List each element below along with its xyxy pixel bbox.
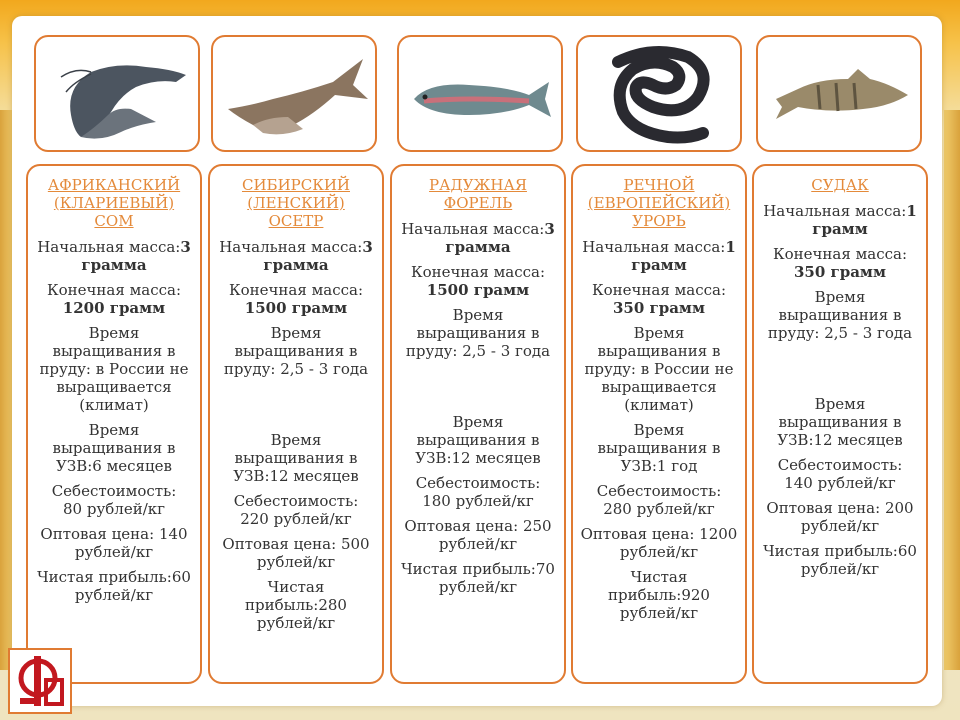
wholesale-label: Оптовая цена: xyxy=(222,535,337,553)
uzv-time-label: Время выращивания в УЗВ: xyxy=(415,413,540,467)
pond-time-label: Время выращивания в пруду: xyxy=(223,324,358,378)
pond-time-label: Время выращивания в пруду: xyxy=(767,288,902,342)
wholesale-value: 500 рублей/кг xyxy=(256,535,370,571)
institute-logo-icon xyxy=(10,650,70,712)
start-mass xyxy=(579,238,739,274)
wholesale-price xyxy=(579,525,739,561)
wholesale-label: Оптовая цена: xyxy=(404,517,519,535)
cost-value: 180 рублей/кг xyxy=(422,492,534,510)
uzv-time-value: 6 месяцев xyxy=(92,457,172,475)
cost-value: 280 рублей/кг xyxy=(603,500,715,518)
final-mass xyxy=(34,281,194,317)
start-mass-label: Начальная масса: xyxy=(763,202,907,220)
final-mass xyxy=(760,245,920,281)
wholesale-value: 140 рублей/кг xyxy=(74,525,188,561)
final-mass-label: Конечная масса: xyxy=(772,245,907,263)
pond-time xyxy=(398,306,558,360)
uzv-time-value: 12 месяцев xyxy=(269,467,359,485)
sturgeon-photo xyxy=(211,35,377,152)
fish-card-rainbow-trout xyxy=(390,164,566,684)
cost-label: Себестоимость: xyxy=(51,482,177,500)
eel-photo xyxy=(576,35,742,152)
fish-card-siberian-sturgeon xyxy=(208,164,384,684)
uzv-time xyxy=(579,421,739,475)
cost-label: Себестоимость: xyxy=(415,474,541,492)
cost-value: 80 рублей/кг xyxy=(62,500,165,518)
cost xyxy=(398,474,558,510)
cost xyxy=(34,482,194,518)
start-mass-value: 1 грамм xyxy=(631,238,736,274)
start-mass-label: Начальная масса: xyxy=(582,238,726,256)
pond-time-value: 2,5 - 3 года xyxy=(280,360,369,378)
pond-time-value: в России не выращивается (климат) xyxy=(56,360,189,414)
wholesale-label: Оптовая цена: xyxy=(580,525,695,543)
start-mass-label: Начальная масса: xyxy=(37,238,181,256)
cost xyxy=(579,482,739,518)
uzv-time xyxy=(216,431,376,485)
final-mass-value: 350 грамм xyxy=(794,263,886,281)
final-mass-value: 350 грамм xyxy=(613,299,705,317)
profit-label: Чистая прибыль: xyxy=(608,568,688,604)
profit-value: 280 рублей/кг xyxy=(256,596,347,632)
profit-label: Чистая прибыль: xyxy=(401,560,536,578)
start-mass xyxy=(398,220,558,256)
final-mass-value: 1200 грамм xyxy=(62,299,166,317)
cost-label: Себестоимость: xyxy=(777,456,903,474)
zander-photo xyxy=(756,35,922,152)
wholesale-label: Оптовая цена: xyxy=(40,525,155,543)
fish-card-european-eel xyxy=(571,164,747,684)
final-mass xyxy=(579,281,739,317)
trout-photo xyxy=(397,35,563,152)
final-mass-value: 1500 грамм xyxy=(244,299,348,317)
profit-label: Чистая прибыль: xyxy=(37,568,172,586)
start-mass-value: 3 грамма xyxy=(263,238,373,274)
uzv-time xyxy=(760,395,920,449)
net-profit xyxy=(398,560,558,596)
wholesale-value: 200 рублей/кг xyxy=(800,499,914,535)
start-mass xyxy=(216,238,376,274)
eel-icon xyxy=(578,37,740,150)
pond-time xyxy=(216,324,376,378)
pond-time-label: Время выращивания в пруду: xyxy=(405,306,540,360)
wholesale-label: Оптовая цена: xyxy=(766,499,881,517)
uzv-time-value: 12 месяцев xyxy=(813,431,903,449)
trout-icon xyxy=(399,37,561,150)
final-mass-value: 1500 грамм xyxy=(426,281,530,299)
cost xyxy=(216,492,376,528)
net-profit xyxy=(760,542,920,578)
wholesale-value: 1200 рублей/кг xyxy=(619,525,738,561)
profit-value: 60 рублей/кг xyxy=(800,542,917,578)
fish-name[interactable]: СИБИРСКИЙ (ЛЕНСКИЙ) ОСЕТР xyxy=(241,176,350,230)
profit-value: 70 рублей/кг xyxy=(438,560,555,596)
start-mass xyxy=(34,238,194,274)
logo xyxy=(8,648,72,714)
start-mass-value: 1 грамм xyxy=(812,202,917,238)
start-mass xyxy=(760,202,920,238)
wholesale-price xyxy=(34,525,194,561)
pond-time-label: Время выращивания в пруду: xyxy=(584,324,721,378)
catfish-photo xyxy=(34,35,200,152)
uzv-time-value: 1 год xyxy=(656,457,698,475)
final-mass-label: Конечная масса: xyxy=(46,281,181,299)
pond-time-value: в России не выращивается (климат) xyxy=(601,360,734,414)
pond-time-value: 2,5 - 3 года xyxy=(824,324,913,342)
uzv-time-value: 12 месяцев xyxy=(451,449,541,467)
cost-label: Себестоимость: xyxy=(233,492,359,510)
profit-label: Чистая прибыль: xyxy=(763,542,898,560)
uzv-time-label: Время выращивания в УЗВ: xyxy=(597,421,721,475)
profit-value: 920 рублей/кг xyxy=(619,586,710,622)
sturgeon-icon xyxy=(213,37,375,150)
pond-time xyxy=(579,324,739,414)
zander-icon xyxy=(758,37,920,150)
final-mass xyxy=(398,263,558,299)
fish-name[interactable]: РАДУЖНАЯ ФОРЕЛЬ xyxy=(429,176,527,212)
final-mass xyxy=(216,281,376,317)
corn-decoration-right xyxy=(944,110,960,670)
cost-value: 220 рублей/кг xyxy=(240,510,352,528)
uzv-time-label: Время выращивания в УЗВ: xyxy=(777,395,902,449)
uzv-time xyxy=(398,413,558,467)
final-mass-label: Конечная масса: xyxy=(228,281,363,299)
fish-card-african-catfish xyxy=(26,164,202,684)
pond-time-value: 2,5 - 3 года xyxy=(462,342,551,360)
final-mass-label: Конечная масса: xyxy=(591,281,726,299)
fish-name[interactable]: РЕЧНОЙ (ЕВРОПЕЙСКИЙ) УРОРЬ xyxy=(587,176,731,230)
pond-time xyxy=(760,288,920,342)
cost-value: 140 рублей/кг xyxy=(784,474,896,492)
catfish-icon xyxy=(36,37,198,150)
pond-time xyxy=(34,324,194,414)
uzv-time-label: Время выращивания в УЗВ: xyxy=(52,421,176,475)
fish-name[interactable]: СУДАК xyxy=(811,176,869,194)
profit-value: 60 рублей/кг xyxy=(74,568,191,604)
wholesale-price xyxy=(216,535,376,571)
cost xyxy=(760,456,920,492)
start-mass-label: Начальная масса: xyxy=(219,238,363,256)
wholesale-value: 250 рублей/кг xyxy=(438,517,552,553)
cost-label: Себестоимость: xyxy=(596,482,722,500)
start-mass-value: 3 грамма xyxy=(81,238,191,274)
final-mass-label: Конечная масса: xyxy=(410,263,545,281)
net-profit xyxy=(579,568,739,622)
uzv-time xyxy=(34,421,194,475)
net-profit xyxy=(216,578,376,632)
net-profit xyxy=(34,568,194,604)
wholesale-price xyxy=(398,517,558,553)
fish-name[interactable]: АФРИКАНСКИЙ (КЛАРИЕВЫЙ) СОМ xyxy=(47,176,181,230)
fish-card-zander xyxy=(752,164,928,684)
start-mass-label: Начальная масса: xyxy=(401,220,545,238)
pond-time-label: Время выращивания в пруду: xyxy=(39,324,176,378)
uzv-time-label: Время выращивания в УЗВ: xyxy=(233,431,358,485)
wholesale-price xyxy=(760,499,920,535)
profit-label: Чистая прибыль: xyxy=(245,578,325,614)
start-mass-value: 3 грамма xyxy=(445,220,555,256)
